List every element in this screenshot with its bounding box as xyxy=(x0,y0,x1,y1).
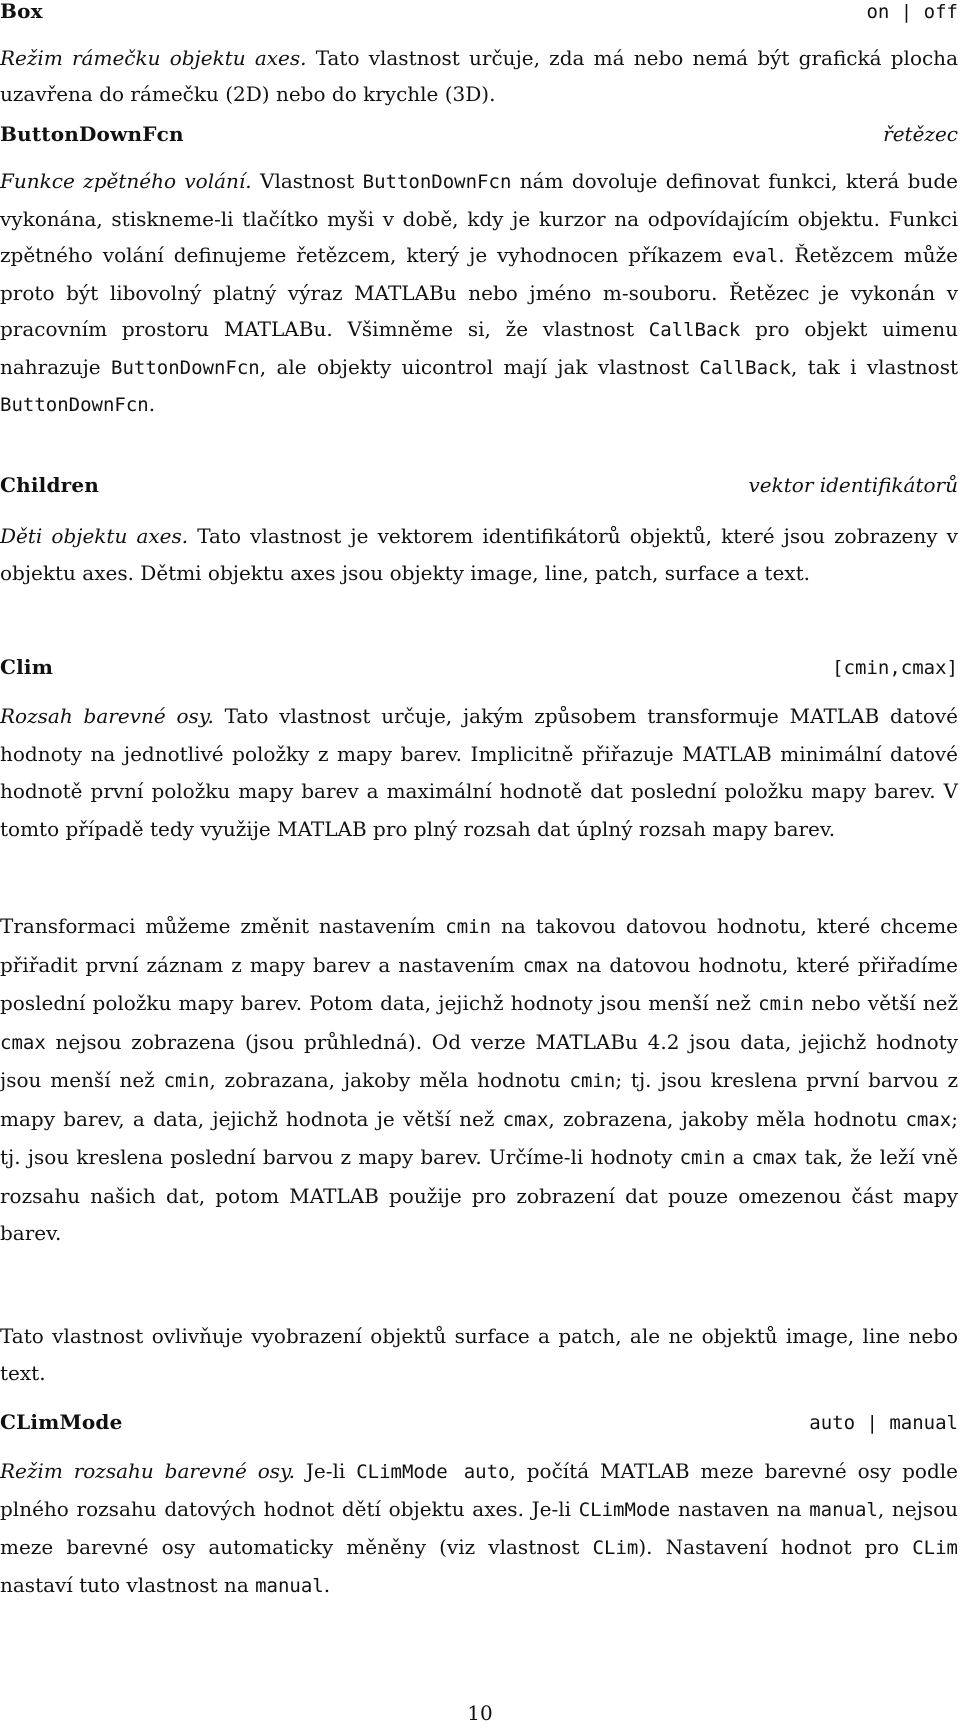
code-term: cmin xyxy=(758,993,804,1015)
code-term: cmax xyxy=(751,1147,798,1169)
property-name: CLimMode xyxy=(0,1410,123,1434)
property-type: [cmin,cmax] xyxy=(832,657,958,679)
paragraph-clim-effect xyxy=(0,1318,958,1392)
code-term: cmax xyxy=(502,1108,549,1131)
property-description-buttondownfcn xyxy=(0,163,958,424)
code-term: cmin xyxy=(569,1070,616,1092)
paragraph-text: Transformaci můžeme změnit nastavením xyxy=(0,914,446,938)
paragraph-text: , zobrazana, jakoby měla hodnotu xyxy=(209,1068,570,1092)
code-term: cmin xyxy=(163,1070,210,1092)
paragraph-text: ; tj. jsou kreslena první barvou z mapy barev, a data, jejichž hodnota je větší než xyxy=(0,1068,958,1131)
property-description-children xyxy=(0,518,958,592)
paragraph-text: , zobrazena, jakoby měla hodnotu xyxy=(548,1106,906,1131)
code-term: CLimMode auto xyxy=(356,1461,510,1483)
paragraph-text: tak, že leží vně rozsahu našich dat, potom MATLAB použije pro zobrazení dat pouze omezenou část mapy barev. xyxy=(0,1145,958,1245)
paragraph-clim-transform xyxy=(0,908,958,1253)
description-text: , nejsou meze barevné osy automaticky měněny (viz vlastnost xyxy=(0,1497,959,1559)
paragraph-text: ; tj. jsou kreslena poslední barvou z mapy barev. Určíme-li hodnoty xyxy=(0,1106,958,1169)
property-type: vektor identifikátorů xyxy=(748,473,958,497)
property-type: on | off xyxy=(866,1,958,23)
code-term: cmax xyxy=(905,1108,952,1131)
description-text: . Řetězcem může proto být libovolný platný výraz MATLABu nebo jméno m-souboru. Řetězec je vykonán v pracovním prostoru MATLABu. Všimněme si, že vlastnost xyxy=(0,243,958,341)
description-text: Tato vlastnost určuje, jakým způsobem transformuje MATLAB datové hodnoty na jednotlivé položky z mapy barev. Implicitně přiřazuje MATLAB minimální datové hodnotě první položku mapy barev a maximální hodnotě dat poslední položku mapy barev. V tomto případě tedy využije MATLAB pro plný rozsah dat úplný rozsah mapy barev. xyxy=(0,704,958,841)
description-text: . xyxy=(148,392,156,416)
property-type: auto | manual xyxy=(809,1412,958,1434)
code-term: cmin xyxy=(445,916,492,938)
description-lead: Děti objektu axes. xyxy=(0,524,189,548)
description-text: Vlastnost xyxy=(251,169,363,193)
description-text: pro objekt uimenu nahrazuje xyxy=(0,317,958,379)
property-type: řetězec xyxy=(883,122,958,146)
description-text: , tak i vlastnost xyxy=(790,354,958,379)
property-description-box xyxy=(0,40,958,112)
property-name: ButtonDownFcn xyxy=(0,122,184,146)
description-lead: Režim rozsahu barevné osy. xyxy=(0,1459,296,1483)
property-header-clim xyxy=(0,654,960,681)
description-text: nastaven na xyxy=(670,1497,810,1521)
paragraph-text: a xyxy=(725,1145,752,1169)
code-term: eval xyxy=(732,245,779,267)
description-text: Tato vlastnost je vektorem identifikátorů objektů, které jsou zobrazeny v objektu axes. Dětmi objektu axes jsou objekty image, line, patch, surface a text. xyxy=(0,524,958,585)
description-lead: Režim rámečku objektu axes. xyxy=(0,46,307,70)
property-description-clim xyxy=(0,698,958,848)
description-text: , počítá MATLAB meze barevné osy podle plného rozsahu datových hodnot dětí objektu axes. Je-li xyxy=(0,1459,958,1521)
code-term: manual xyxy=(809,1499,878,1521)
paragraph-text: nebo větší než xyxy=(803,991,959,1015)
description-text: nám dovoluje definovat funkci, která bude vykonána, stiskneme-li tlačítko myši v době, kdy je kurzor na odpovídajícím objektu. Funkci zpětného volání definujeme řetězcem, který je vyhodnocen příkazem xyxy=(0,169,958,267)
code-term: CallBack xyxy=(648,319,741,341)
property-name: Children xyxy=(0,473,100,497)
paragraph-text: na takovou datovou hodnotu, které chceme přiřadit první záznam z mapy barev a nastavením xyxy=(0,914,959,977)
code-term: CallBack xyxy=(699,356,791,379)
code-term: cmin xyxy=(679,1147,726,1169)
property-header-box xyxy=(0,0,960,25)
code-term: manual xyxy=(255,1575,324,1597)
description-text: Tato vlastnost určuje, zda má nebo nemá být grafická plocha uzavřena do rámečku (2D) nebo do krychle (3D). xyxy=(0,46,958,106)
page-number: 10 xyxy=(467,1701,493,1725)
property-header-buttondownfcn xyxy=(0,121,960,147)
description-text: , ale objekty uicontrol mají jak vlastnost xyxy=(259,354,700,379)
code-term: CLim xyxy=(592,1537,639,1559)
description-lead: Funkce zpětného volání. xyxy=(0,169,252,193)
code-term: CLim xyxy=(912,1537,958,1559)
paragraph-text: na datovou hodnotu, které přiřadíme poslední položku mapy barev. Potom data, jejichž hodnoty jsou menší než xyxy=(0,952,958,1015)
code-term: ButtonDownFcn xyxy=(362,171,512,193)
paragraph-text: Tato vlastnost ovlivňuje vyobrazení objektů surface a patch, ale ne objektů image, line nebo text. xyxy=(0,1324,958,1385)
code-term: ButtonDownFcn xyxy=(111,356,260,379)
code-term: CLimMode xyxy=(578,1499,671,1521)
description-text: . xyxy=(323,1573,331,1597)
description-lead: Rozsah barevné osy. xyxy=(0,704,214,728)
property-description-climmode xyxy=(0,1453,958,1605)
paragraph-text: nejsou zobrazena (jsou průhledná). Od verze MATLABu 4.2 jsou data, jejichž hodnoty jsou menší než xyxy=(0,1029,958,1092)
description-text: Je-li xyxy=(295,1459,357,1483)
property-header-children xyxy=(0,472,960,498)
property-name: Clim xyxy=(0,655,54,679)
code-term: cmax xyxy=(522,954,569,977)
property-header-climmode xyxy=(0,1409,960,1436)
code-term: cmax xyxy=(0,1031,46,1054)
property-name: Box xyxy=(0,0,43,23)
description-text: ). Nastavení hodnot pro xyxy=(638,1535,913,1559)
description-text: nastaví tuto vlastnost na xyxy=(0,1573,256,1597)
code-term: ButtonDownFcn xyxy=(0,394,149,416)
